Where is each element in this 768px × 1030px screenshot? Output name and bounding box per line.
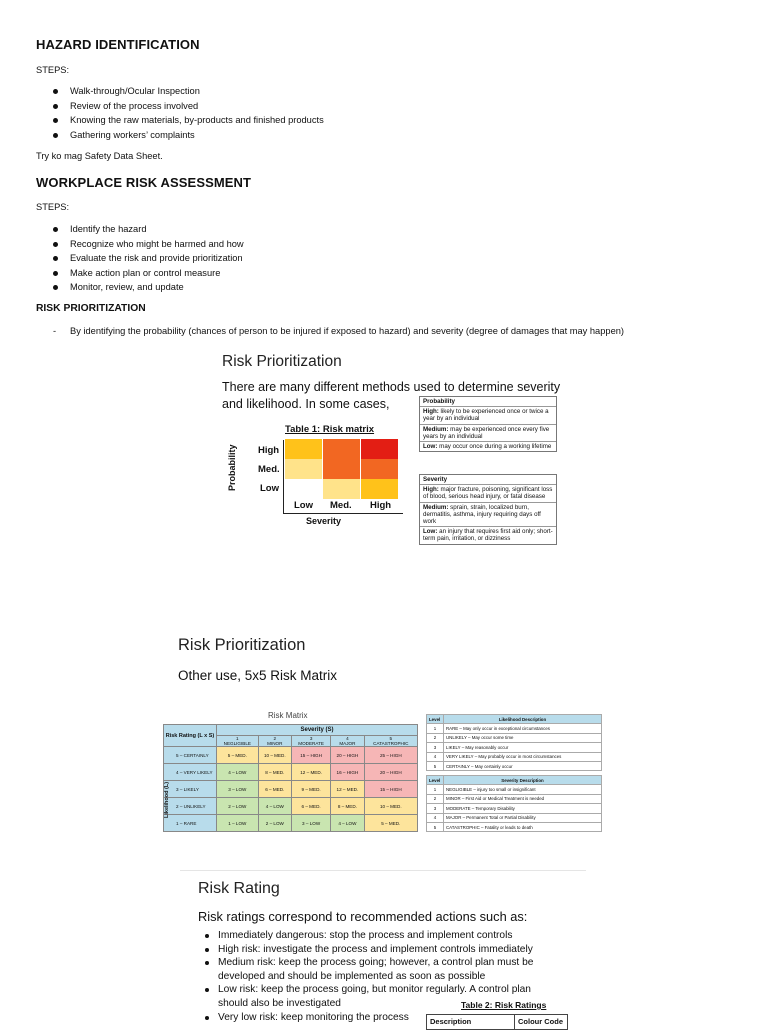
matrix-cell: 8 – MED.: [331, 798, 364, 815]
slide3-divider: [180, 870, 586, 871]
severity-high-text: major fracture, poisoning, significant loss of blood, serious head injury, or fatal disease: [423, 486, 553, 501]
list-item: Make action plan or control measure: [70, 266, 244, 281]
list-item-continuation: should also be investigated: [218, 997, 341, 1009]
matrix-cell: [361, 479, 398, 499]
list-item: Low risk: keep the process going, but monitor regularly. A control plan: [218, 983, 578, 997]
list-item-continuation: developed and should be implemented as soon as possible: [218, 970, 486, 982]
matrix-cell: 3 – LOW: [217, 781, 259, 798]
bullet-icon: [53, 227, 58, 232]
list-item: Walk-through/Ocular Inspection: [70, 84, 324, 99]
severity-col-header: 3 MODERATE: [291, 736, 330, 747]
list-item: Review of the process involved: [70, 99, 324, 114]
bullet-icon: [53, 118, 58, 123]
list-item: Recognize who might be harmed and how: [70, 237, 244, 252]
bullet-icon: [205, 961, 209, 965]
likelihood-row-label: 3 – LIKELY: [164, 781, 217, 798]
prioritization-dash: -: [53, 326, 57, 336]
col-label-high: High: [370, 500, 392, 511]
bullet-icon: [53, 133, 58, 138]
severity-col-header: 1 NEGLIGIBLE: [217, 736, 259, 747]
bullet-icon: [205, 934, 209, 938]
likelihood-row-label: 4 – VERY LIKELY: [164, 764, 217, 781]
severity-med-text: sprain, strain, localized burn, dermatitis, asthma, injury requiring days off work: [423, 503, 541, 526]
matrix-cell: 4 – LOW: [331, 815, 364, 832]
matrix-cell: 20 – HIGH: [364, 764, 417, 781]
description-cell: RARE – May only occur in exceptional circumstances: [444, 724, 602, 733]
risk-matrix-5x5: [163, 724, 418, 832]
probability-high-text: likely to be experienced once or twice a year by an individual: [423, 408, 549, 423]
matrix-cell: [323, 459, 360, 479]
matrix-cell: 16 – HIGH: [331, 764, 364, 781]
matrix-cell: 5 – MED.: [364, 815, 417, 832]
risk-matrix-caption: Risk Matrix: [268, 711, 308, 720]
matrix-cell: 15 – HIGH: [291, 747, 330, 764]
risk-matrix-title: Table 1: Risk matrix: [285, 424, 375, 435]
matrix-cell: 2 – LOW: [217, 798, 259, 815]
matrix-cell: [361, 459, 398, 479]
list-item: Evaluate the risk and provide prioritization: [70, 251, 244, 266]
table-row: [164, 764, 418, 781]
likelihood-desc-header: Likelihood Description: [444, 715, 602, 724]
list-item: Knowing the raw materials, by-products and finished products: [70, 113, 324, 128]
likelihood-row-label: 1 – RARE: [164, 815, 217, 832]
assessment-steps-label: STEPS:: [36, 202, 70, 212]
level-cell: 3: [427, 743, 444, 752]
matrix-cell: 8 – MED.: [258, 764, 291, 781]
col-label-low: Low: [294, 500, 313, 511]
slide1-subtitle-line1: There are many different methods used to determine severity: [222, 380, 561, 394]
table-row: [427, 813, 602, 822]
description-cell: MAJOR – Permanent Total or Partial Disability: [444, 813, 602, 822]
list-item: Medium risk: keep the process going; however, a control plan must be: [218, 956, 578, 970]
hazard-note: Try ko mag Safety Data Sheet.: [36, 151, 163, 161]
table-row: [164, 815, 418, 832]
description-col-header: Description: [427, 1015, 515, 1029]
hazard-title: HAZARD IDENTIFICATION: [36, 37, 200, 52]
bullet-icon: [53, 242, 58, 247]
matrix-cell: 12 – MED.: [331, 781, 364, 798]
severity-description-table: [426, 775, 602, 832]
level-cell: 4: [427, 813, 444, 822]
bullet-icon: [53, 256, 58, 261]
table-row: [427, 724, 602, 733]
table-row: [427, 733, 602, 742]
matrix-cell: 10 – MED.: [364, 798, 417, 815]
prioritization-text: By identifying the probability (chances of person to be injured if exposed to hazard) and severity (degree of damages that may happen): [70, 326, 625, 336]
bullet-icon: [205, 1016, 209, 1020]
matrix-cell: [323, 439, 360, 459]
probability-definitions: Probability High: likely to be experienced once or twice a year by an individual Medium: may be experienced once every five years by an individual Low: may occur once during a working lifetime: [419, 396, 557, 452]
list-item: Gathering workers’ complaints: [70, 128, 324, 143]
matrix-cell: [285, 459, 322, 479]
matrix-cell: 3 – LOW: [291, 815, 330, 832]
matrix-cell: [361, 439, 398, 459]
table-row: [427, 743, 602, 752]
severity-col-header: 2 MINOR: [258, 736, 291, 747]
severity-definitions: Severity High: major fracture, poisoning, significant loss of blood, serious head injury, or fatal disease Medium: sprain, strain, localized burn, dermatitis, asthma, injury requiring days off work Low: an injury that requires first aid only; short-term pain, irritation, or dizziness: [419, 474, 557, 545]
level-cell: 3: [427, 804, 444, 813]
matrix-cell: 10 – MED.: [258, 747, 291, 764]
table-row: [427, 752, 602, 761]
slide1-title: Risk Prioritization: [222, 353, 342, 370]
table-row: [427, 822, 602, 831]
matrix-cell: 1 – LOW: [217, 815, 259, 832]
level-cell: 2: [427, 794, 444, 803]
table-row: [427, 794, 602, 803]
matrix-cell: 9 – MED.: [291, 781, 330, 798]
level-cell: 2: [427, 733, 444, 742]
severity-header: Severity (S): [217, 725, 418, 736]
table-row: [164, 798, 418, 815]
probability-header: Probability: [423, 398, 455, 405]
row-label-low: Low: [260, 483, 279, 494]
level-cell: 1: [427, 785, 444, 794]
slide3-title: Risk Rating: [198, 880, 280, 897]
list-item: Very low risk: keep monitoring the process: [218, 1011, 578, 1025]
description-cell: CATASTROPHIC – Fatality or leads to death: [444, 822, 602, 831]
description-cell: NEGLIGIBLE – injury too small or insignificant: [444, 785, 602, 794]
description-cell: VERY LIKELY – May probably occur in most circumstances: [444, 752, 602, 761]
table-row: [427, 761, 602, 770]
list-item: High risk: investigate the process and implement controls immediately: [218, 943, 578, 957]
matrix-y-axis-line: [283, 440, 284, 514]
slide3-subtitle: Risk ratings correspond to recommended actions such as:: [198, 909, 528, 924]
prioritization-title: RISK PRIORITIZATION: [36, 303, 146, 314]
bullet-icon: [205, 948, 209, 952]
likelihood-row-label: 2 – UNLIKELY: [164, 798, 217, 815]
assessment-title: WORKPLACE RISK ASSESSMENT: [36, 175, 252, 190]
colour-code-col-header: Colour Code: [518, 1017, 563, 1026]
severity-col-header: 5 CATASTROPHIC: [364, 736, 417, 747]
list-item: Monitor, review, and update: [70, 280, 244, 295]
hazard-steps-label: STEPS:: [36, 65, 70, 75]
likelihood-row-label: 5 – CERTAINLY: [164, 747, 217, 764]
likelihood-description-table: [426, 714, 602, 771]
row-label-med: Med.: [258, 464, 280, 475]
level-cell: 1: [427, 724, 444, 733]
bullet-icon: [53, 271, 58, 276]
description-cell: MODERATE – Temporary Disability: [444, 804, 602, 813]
row-label-high: High: [258, 445, 280, 456]
table-row: [164, 747, 418, 764]
bullet-icon: [53, 285, 58, 290]
description-cell: MINOR – First Aid or Medical Treatment is needed: [444, 794, 602, 803]
matrix-cell: 4 – LOW: [258, 798, 291, 815]
level-cell: 5: [427, 822, 444, 831]
matrix-cell: 12 – MED.: [291, 764, 330, 781]
likelihood-axis-label: Likelihood (L): [164, 781, 170, 818]
matrix-cell: 25 – HIGH: [364, 747, 417, 764]
severity-col-header: 4 MAJOR: [331, 736, 364, 747]
risk-ratings-table: [426, 1014, 568, 1030]
col-label-med: Med.: [330, 500, 352, 511]
severity-low-text: an injury that requires first aid only; short-term pain, irritation, or dizziness: [423, 528, 553, 543]
table-row: [164, 781, 418, 798]
matrix-cell: 4 – LOW: [217, 764, 259, 781]
table-row: [427, 785, 602, 794]
matrix-cell: 6 – MED.: [291, 798, 330, 815]
severity-header: Severity: [423, 476, 448, 483]
matrix-cell: [323, 479, 360, 499]
matrix-cell: 6 – MED.: [258, 781, 291, 798]
slide1-subtitle-line2: and likelihood. In some cases,: [222, 397, 390, 411]
bullet-icon: [53, 89, 58, 94]
slide2-subtitle: Other use, 5x5 Risk Matrix: [178, 668, 338, 683]
matrix-cell: 2 – LOW: [258, 815, 291, 832]
probability-axis-label: Probability: [227, 444, 237, 491]
level-cell: 4: [427, 752, 444, 761]
probability-med-text: may be experienced once every five years by an individual: [423, 425, 550, 440]
list-item: Identify the hazard: [70, 222, 244, 237]
bullet-icon: [205, 988, 209, 992]
likelihood-level-header: Level: [427, 715, 444, 724]
matrix-cell: 20 – HIGH: [331, 747, 364, 764]
table-row: [427, 804, 602, 813]
severity-desc-header: Severity Description: [444, 776, 602, 785]
matrix-cell: 15 – HIGH: [364, 781, 417, 798]
risk-rating-corner: Risk Rating (L x S): [164, 725, 217, 747]
slide2-title: Risk Prioritization: [178, 636, 306, 654]
description-cell: CERTAINLY – May certainly occur: [444, 761, 602, 770]
probability-low-text: may occur once during a working lifetime: [439, 443, 552, 451]
description-cell: UNLIKELY – May occur some time: [444, 733, 602, 742]
hazard-steps-list: [70, 84, 324, 142]
risk-ratings-table-title: Table 2: Risk Ratings: [461, 1000, 547, 1010]
assessment-steps-list: [70, 222, 244, 295]
risk-matrix-grid: [285, 439, 399, 499]
matrix-cell: 5 – MED.: [217, 747, 259, 764]
bullet-icon: [53, 104, 58, 109]
level-cell: 5: [427, 761, 444, 770]
severity-level-header: Level: [427, 776, 444, 785]
severity-axis-label: Severity: [306, 516, 342, 526]
matrix-cell: [285, 439, 322, 459]
matrix-cell: [285, 479, 322, 499]
list-item: Immediately dangerous: stop the process and implement controls: [218, 929, 578, 943]
description-cell: LIKELY – May reasonably occur: [444, 743, 602, 752]
matrix-x-axis-line: [283, 513, 403, 514]
